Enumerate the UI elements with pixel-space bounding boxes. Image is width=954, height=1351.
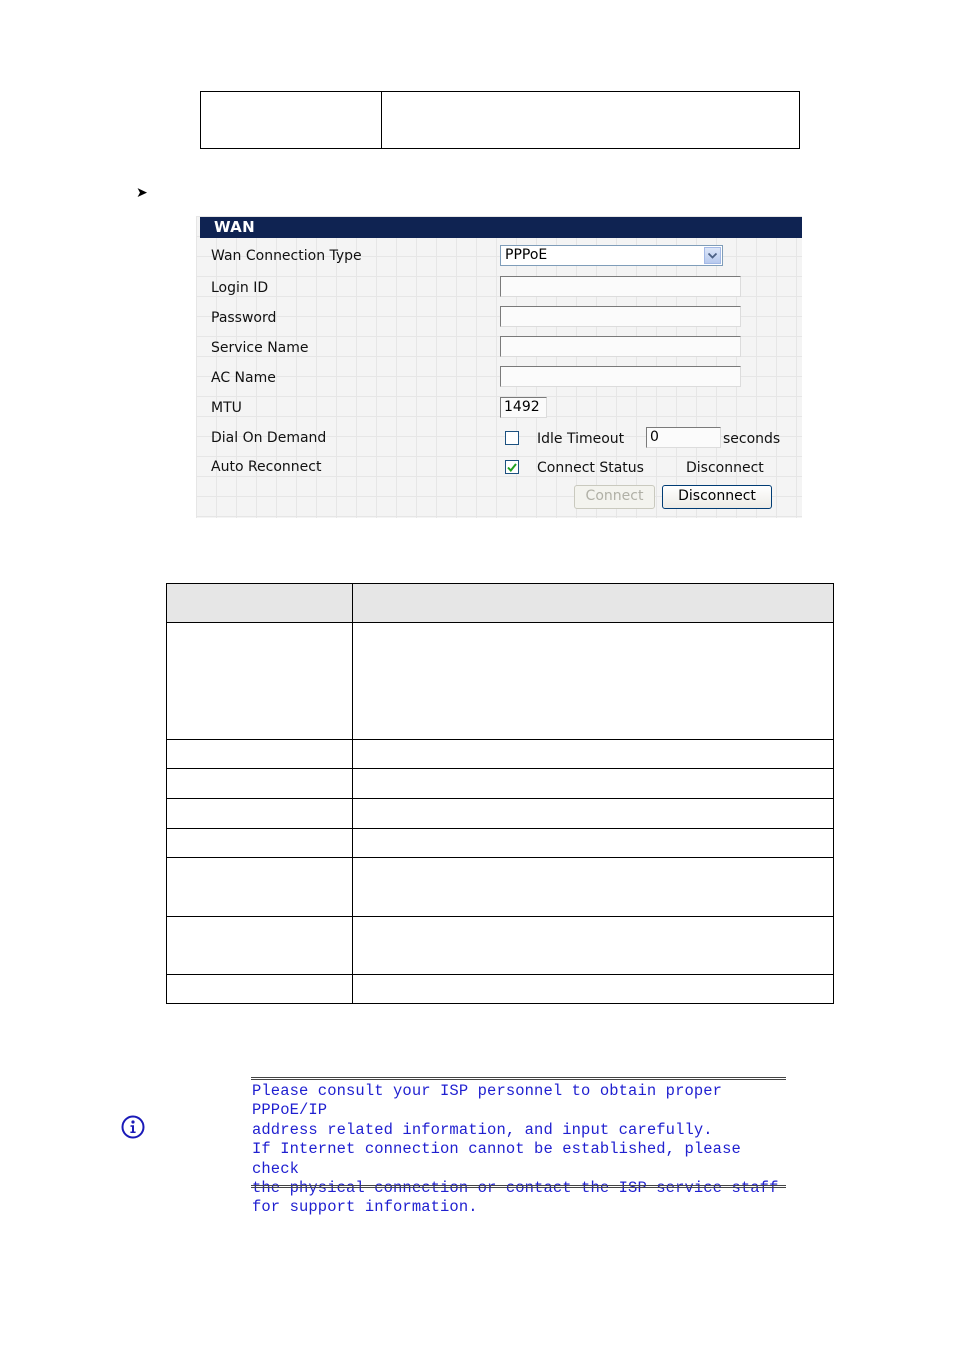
table-cell (353, 623, 834, 740)
table-cell (353, 584, 834, 623)
wan-connection-type-value: PPPoE (505, 247, 548, 263)
description-table (166, 583, 834, 1004)
note-text: Please consult your ISP personnel to obtain proper PPPoE/IP address related information, and input carefully. If Internet connection cannot be established, please check the physical connection or contact the ISP service staff for support information. (252, 1082, 779, 1217)
table-cell (353, 975, 834, 1004)
table-cell (167, 975, 353, 1004)
table-cell (353, 829, 834, 858)
connect-status-label: Connect Status (537, 460, 644, 476)
dial-on-demand-checkbox[interactable] (505, 431, 519, 445)
label-auto-reconnect: Auto Reconnect (211, 459, 322, 475)
top-table-divider (381, 92, 382, 148)
label-password: Password (211, 310, 277, 326)
table-cell (167, 799, 353, 829)
table-cell (167, 740, 353, 769)
table-row (167, 623, 834, 740)
label-dial-on-demand: Dial On Demand (211, 430, 327, 446)
table-row (167, 858, 834, 917)
table-cell (167, 829, 353, 858)
table-header-row (167, 584, 834, 623)
table-cell (167, 623, 353, 740)
chevron-down-icon[interactable] (704, 247, 721, 264)
table-cell (353, 769, 834, 799)
table-row (167, 917, 834, 975)
table-cell (353, 917, 834, 975)
table-cell (353, 858, 834, 917)
idle-timeout-label: Idle Timeout (537, 431, 625, 447)
table-cell (353, 740, 834, 769)
top-table (200, 91, 800, 149)
table-cell (167, 858, 353, 917)
table-cell (167, 769, 353, 799)
disconnect-button[interactable]: Disconnect (662, 485, 772, 509)
seconds-label: seconds (723, 431, 781, 447)
mtu-input[interactable]: 1492 (500, 397, 547, 418)
table-cell (167, 917, 353, 975)
wan-connection-type-select[interactable] (500, 245, 723, 266)
arrow-bullet-icon: ➤ (136, 184, 148, 200)
ac-name-input[interactable] (500, 366, 741, 387)
table-row (167, 829, 834, 858)
table-row (167, 740, 834, 769)
password-input[interactable] (500, 306, 741, 327)
login-id-input[interactable] (500, 276, 741, 297)
label-login-id: Login ID (211, 280, 269, 296)
connect-button[interactable]: Connect (574, 485, 655, 509)
idle-timeout-input[interactable]: 0 (646, 427, 721, 448)
connect-status-value: Disconnect (686, 460, 764, 476)
label-mtu: MTU (211, 400, 242, 416)
service-name-input[interactable] (500, 336, 741, 357)
checkmark-icon (507, 463, 517, 472)
table-cell (353, 799, 834, 829)
table-row (167, 975, 834, 1004)
note-bottom-rule (251, 1185, 786, 1188)
table-row (167, 769, 834, 799)
auto-reconnect-checkbox[interactable] (505, 460, 519, 474)
label-service-name: Service Name (211, 340, 309, 356)
table-row (167, 799, 834, 829)
label-wan-connection-type: Wan Connection Type (211, 248, 362, 264)
wan-header: WAN (200, 217, 802, 238)
table-cell (167, 584, 353, 623)
info-icon (121, 1115, 145, 1139)
label-ac-name: AC Name (211, 370, 276, 386)
note-top-rule (251, 1077, 786, 1080)
